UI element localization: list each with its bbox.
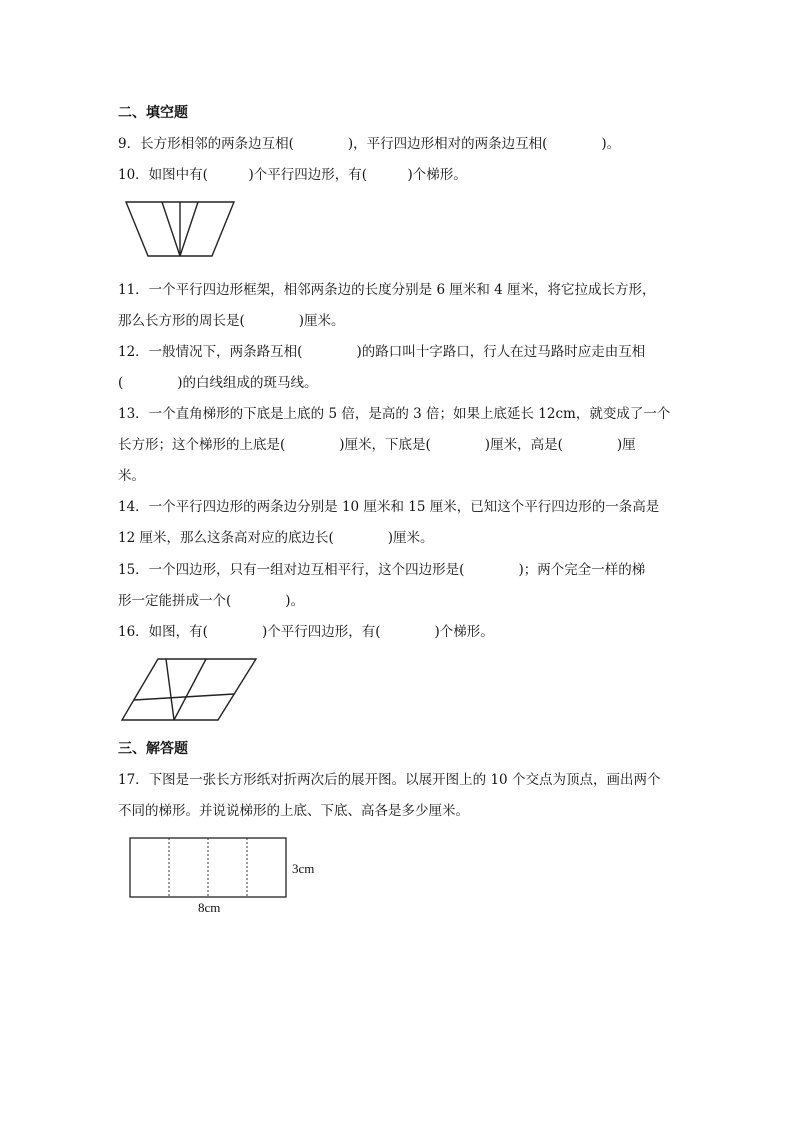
question-11-line2: 那么长方形的周长是( )厘米。 bbox=[118, 313, 345, 329]
figure-q10-trapezoid bbox=[126, 200, 236, 260]
question-9: 9．长方形相邻的两条边互相( )，平行四边形相对的两条边互相( )。 bbox=[118, 136, 621, 152]
question-16: 16．如图，有( )个平行四边形，有( )个梯形。 bbox=[118, 624, 494, 640]
question-15-line2: 形一定能拼成一个( )。 bbox=[118, 593, 305, 609]
section-heading-fill-in: 二、填空题 bbox=[118, 105, 188, 121]
figure-q17-height-label: 3cm bbox=[292, 861, 315, 876]
question-15-line1: 15．一个四边形，只有一组对边互相平行，这个四边形是( )；两个完全一样的梯 bbox=[118, 562, 646, 578]
question-12-line1: 12．一般情况下，两条路互相( )的路口叫十字路口，行人在过马路时应走由互相 bbox=[118, 344, 646, 360]
question-12-line2: ( )的白线组成的斑马线。 bbox=[118, 375, 318, 391]
question-13-line1: 13．一个直角梯形的下底是上底的 5 倍，是高的 3 倍；如果上底延长 12cm，就变成了一个 bbox=[118, 406, 671, 422]
question-17-line1: 17．下图是一张长方形纸对折两次后的展开图。以展开图上的 10 个交点为顶点，画出两个 bbox=[118, 772, 661, 788]
figure-q17-folded-rectangle bbox=[129, 837, 289, 899]
question-13-line2: 长方形；这个梯形的上底是( )厘米，下底是( )厘米，高是( )厘 bbox=[118, 437, 636, 453]
question-11-line1: 11．一个平行四边形框架，相邻两条边的长度分别是 6 厘米和 4 厘米，将它拉成长方形， bbox=[118, 282, 656, 298]
section-heading-solve: 三、解答题 bbox=[118, 741, 188, 757]
question-13-line3: 米。 bbox=[118, 468, 145, 484]
question-17-line2: 不同的梯形。并说说梯形的上底、下底、高各是多少厘米。 bbox=[118, 803, 469, 819]
question-10: 10．如图中有( )个平行四边形，有( )个梯形。 bbox=[118, 167, 467, 183]
question-14-line2: 12 厘米，那么这条高对应的底边长( )厘米。 bbox=[118, 530, 434, 546]
figure-q17-width-label: 8cm bbox=[198, 900, 221, 915]
figure-q16-parallelogram bbox=[120, 656, 260, 724]
question-14-line1: 14．一个平行四边形的两条边分别是 10 厘米和 15 厘米，已知这个平行四边形的一条高是 bbox=[118, 499, 660, 515]
